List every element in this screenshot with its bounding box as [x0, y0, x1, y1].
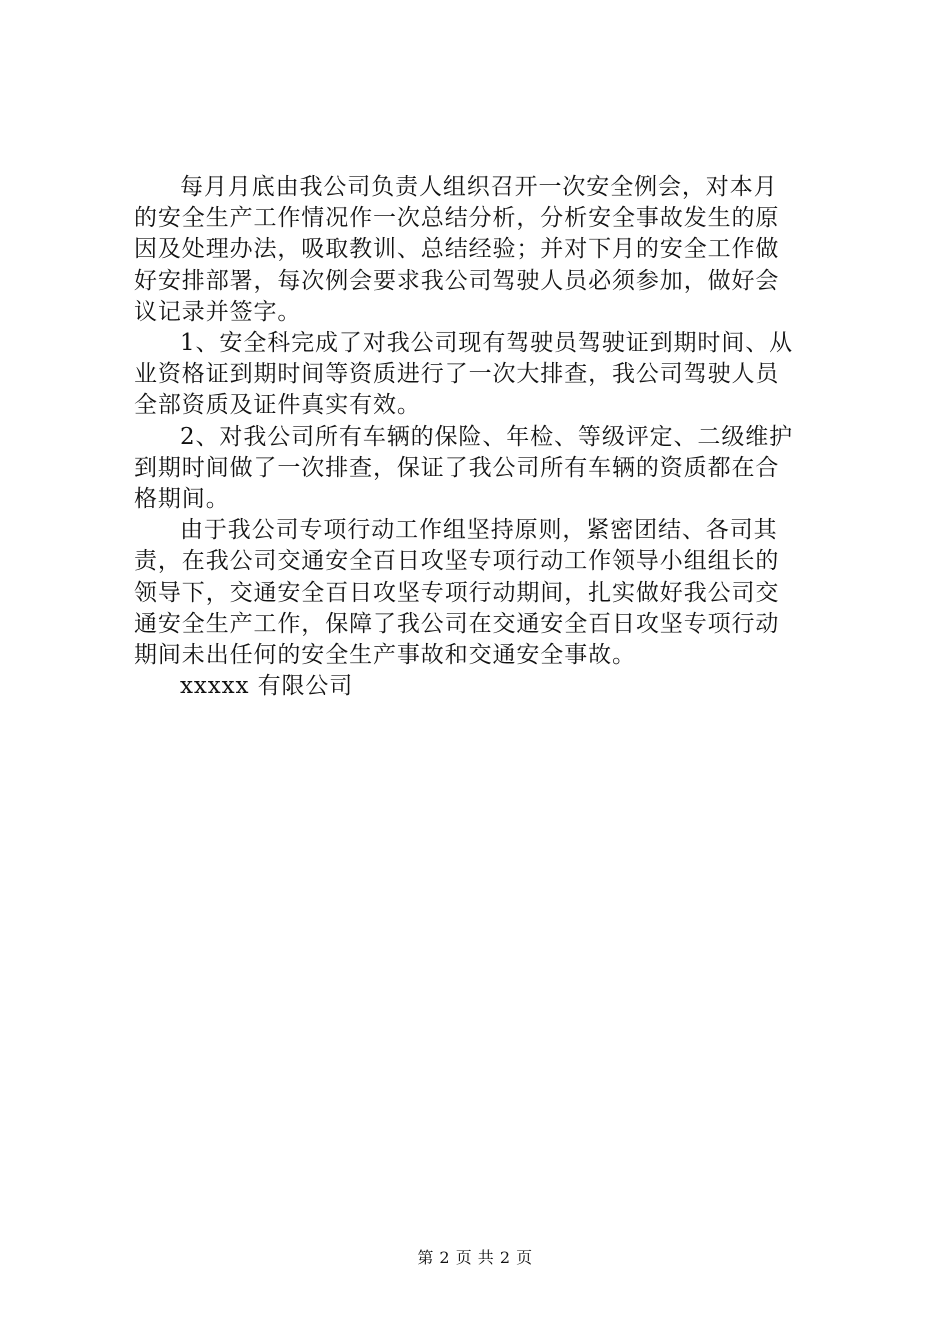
company-signature: xxxxx 有限公司	[180, 673, 354, 700]
document-body	[134, 172, 834, 702]
text-line: 好安排部署，每次例会要求我公司驾驶人员必须参加，做好会	[134, 267, 780, 294]
text-line: 2、对我公司所有车辆的保险、年检、等级评定、二级维护	[180, 423, 794, 450]
text-line: 期间未出任何的安全生产事故和交通安全事故。	[134, 642, 636, 669]
text-line: 的安全生产工作情况作一次总结分析，分析安全事故发生的原	[134, 205, 780, 232]
text-line: 全部资质及证件真实有效。	[134, 392, 421, 419]
text-line: 每月月底由我公司负责人组织召开一次安全例会，对本月	[180, 174, 778, 200]
paragraph-conclusion	[134, 515, 834, 671]
text-line: 因及处理办法，吸取教训、总结经验；并对下月的安全工作做	[134, 236, 780, 263]
text-line: 领导下，交通安全百日攻坚专项行动期间，扎实做好我公司交	[134, 579, 780, 606]
text-line: 议记录并签字。	[134, 298, 302, 325]
page-number-footer: 第 2 页 共 2 页	[417, 1248, 533, 1267]
text-line: 到期时间做了一次排查，保证了我公司所有车辆的资质都在合	[134, 454, 780, 481]
text-line: 责，在我公司交通安全百日攻坚专项行动工作领导小组组长的	[134, 548, 780, 575]
text-line: 格期间。	[134, 486, 230, 513]
paragraph-driver-license-check	[134, 328, 834, 422]
paragraph-vehicle-check	[134, 422, 834, 516]
text-line: 业资格证到期时间等资质进行了一次大排查，我公司驾驶人员	[134, 361, 780, 388]
text-line: 1、安全科完成了对我公司现有驾驶员驾驶证到期时间、从	[180, 330, 794, 357]
text-line: 由于我公司专项行动工作组坚持原则，紧密团结、各司其	[180, 517, 778, 544]
paragraph-monthly-meeting	[134, 172, 834, 328]
text-line: 通安全生产工作，保障了我公司在交通安全百日攻坚专项行动	[134, 610, 780, 637]
